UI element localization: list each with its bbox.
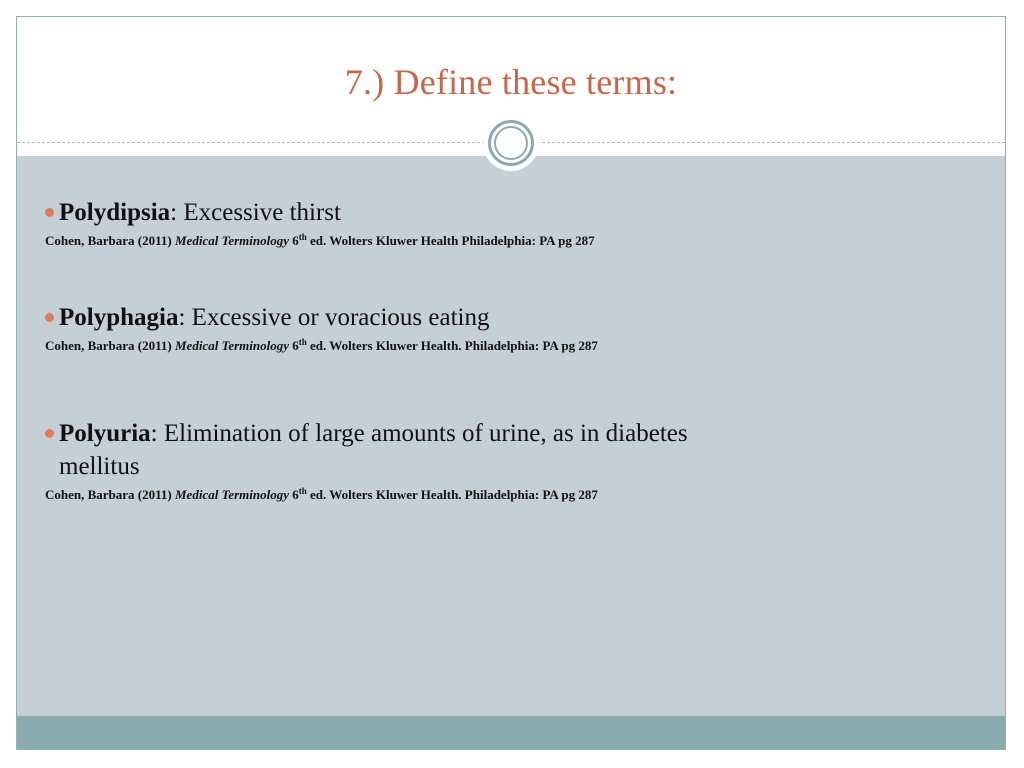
citation-edition-number: 6 [289,338,299,353]
citation-edition-number: 6 [289,233,299,248]
term-name: Polyuria [59,420,151,447]
content-panel [17,156,1005,716]
term-line [59,417,939,451]
term-name: Polydipsia [59,199,171,226]
citation-publisher: ed. Wolters Kluwer Health. Philadelphia: PA pg 287 [306,338,598,353]
citation-author: Cohen, Barbara (2011) [45,338,175,353]
citation-publisher: ed. Wolters Kluwer Health Philadelphia: PA pg 287 [306,233,595,248]
ring-shape [488,120,534,166]
footer-band [17,716,1005,750]
term-name: Polyphagia [59,304,179,331]
citation [45,487,985,503]
citation-book-title: Medical Terminology [175,487,289,502]
citation [45,233,985,249]
citation-edition-suffix: th [298,486,307,496]
citation-author: Cohen, Barbara (2011) [45,233,175,248]
citation [45,338,985,354]
bullet-icon [45,429,54,438]
double-ring-circle-icon [483,115,539,171]
bullet-icon [45,208,54,217]
term-line [59,196,939,230]
term-definition-continuation: mellitus [59,453,140,480]
term-line [59,301,939,335]
citation-edition-suffix: th [298,337,307,347]
term-definition: : Excessive or voracious eating [178,304,490,331]
citation-author: Cohen, Barbara (2011) [45,487,175,502]
bullet-icon [45,313,54,322]
slide [16,16,1006,750]
slide-title: 7.) Define these terms: [344,62,678,102]
term-definition: : Excessive thirst [170,199,341,226]
citation-book-title: Medical Terminology [175,338,289,353]
term-definition: : Elimination of large amounts of urine, as in diabetes [150,420,688,447]
citation-book-title: Medical Terminology [175,233,289,248]
citation-publisher: ed. Wolters Kluwer Health. Philadelphia: PA pg 287 [306,487,598,502]
citation-edition-suffix: th [298,232,307,242]
citation-edition-number: 6 [289,487,299,502]
